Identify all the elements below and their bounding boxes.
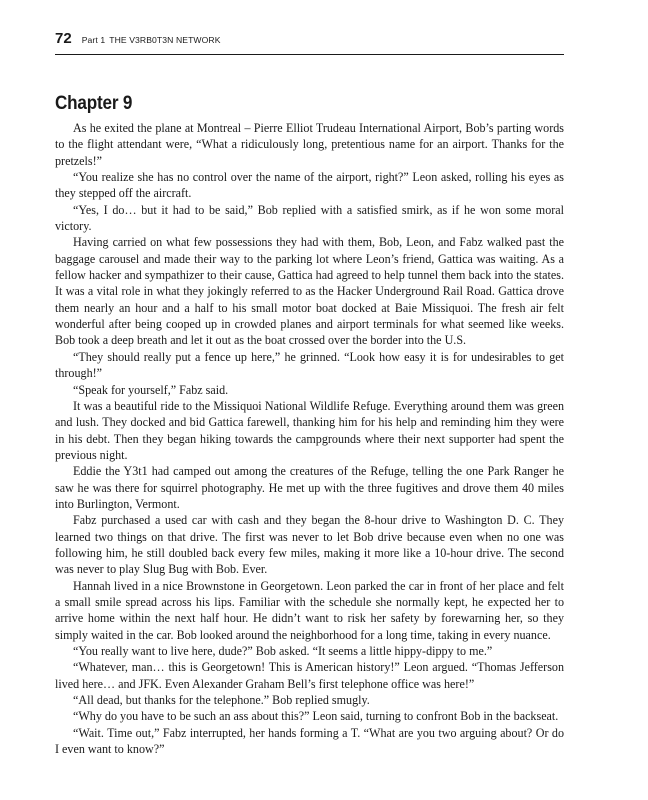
part-label: Part 1: [81, 35, 106, 45]
paragraph: “You realize she has no control over the name of the airport, right?” Leon asked, rolling his eyes as they stepped off the aircraft.: [55, 170, 564, 201]
paragraph: Hannah lived in a nice Brownstone in Georgetown. Leon parked the car in front of her place and felt a small smile spread across his lips. Familiar with the schedule she normally kept, he expected her to arrive home within the next half hour. He didn’t want to risk her safety by forewarning her, so they simply waited in the car. Bob looked around the neighborhood for a long time, taking in every nuance.: [55, 578, 564, 642]
paragraph: “Yes, I do… but it had to be said,” Bob replied with a satisfied smirk, as if he won some moral victory.: [55, 202, 564, 234]
paragraph: “You really want to live here, dude?” Bob asked. “It seems a little hippy-dippy to me.”: [73, 644, 493, 658]
chapter-body: [55, 120, 564, 757]
paragraph: “Speak for yourself,” Fabz said.: [73, 382, 229, 397]
paragraph: As he exited the plane at Montreal – Pierre Elliot Trudeau International Airport, Bob’s parting words to the flight attendant were, “What a ridiculously long, pretentious name for an airport. Thanks for the pretzels!”: [55, 121, 564, 168]
paragraph: Eddie the Y3t1 had camped out among the creatures of the Refuge, telling the one Park Ranger he saw he was there for squirrel photography. He met up with the three fugitives and drove them 40 miles into Burlington, Vermont.: [55, 464, 564, 511]
paragraph: “Wait. Time out,” Fabz interrupted, her hands forming a T. “What are you two arguing about? Or do I even want to know?”: [55, 725, 564, 757]
paragraph: “Whatever, man… this is Georgetown! This is American history!” Leon argued. “Thomas Jefferson lived here… and JFK. Even Alexander Graham Bell’s first telephone office was here!”: [55, 660, 564, 691]
book-page: [55, 30, 564, 757]
running-header: [55, 30, 564, 55]
paragraph: Having carried on what few possessions they had with them, Bob, Leon, and Fabz walked past the baggage carousel and made their way to the parking lot where Leon’s friend, Gattica was waiting. As a fellow hacker and sympathizer to their cause, Gattica had agreed to help tunnel them back into the states. It was a vital role in what they jokingly referred to as the Hacker Underground Rail Road. Gattica drove them nearly an hour and a half to his small motor boat docked at Baie Missiquoi. The fresh air felt wonderful after being cooped up in crowded planes and airport terminals for what seemed like weeks. Bob took a deep breath and let it out as the boat crossed over the border into the U.S.: [55, 235, 564, 348]
chapter-title: Chapter 9: [55, 93, 133, 114]
paragraph: “They should really put a fence up here,” he grinned. “Look how easy it is for undesirables to get through!”: [55, 349, 564, 381]
paragraph: It was a beautiful ride to the Missiquoi National Wildlife Refuge. Everything around them was green and lush. They docked and bid Gattica farewell, thanking him for his help and reminding him they were in his debt. Then they began hiking towards the campgrounds where their next supporter had spent the previous night.: [55, 398, 564, 462]
part-title: THE V3RB0T3N NETWORK: [109, 35, 221, 45]
paragraph: “Why do you have to be such an ass about this?” Leon said, turning to confront Bob in the backseat.: [73, 709, 559, 724]
paragraph: Fabz purchased a used car with cash and they began the 8-hour drive to Washington D. C. They learned two things on that drive. The first was never to let Bob drive because even when no one was following him, he still doubled back every few miles, making it more like a 10-hour drive. The second was never to play Slug Bug with Bob. Ever.: [55, 513, 564, 577]
page-number: 72: [55, 30, 72, 47]
paragraph: “All dead, but thanks for the telephone.” Bob replied smugly.: [73, 693, 370, 708]
